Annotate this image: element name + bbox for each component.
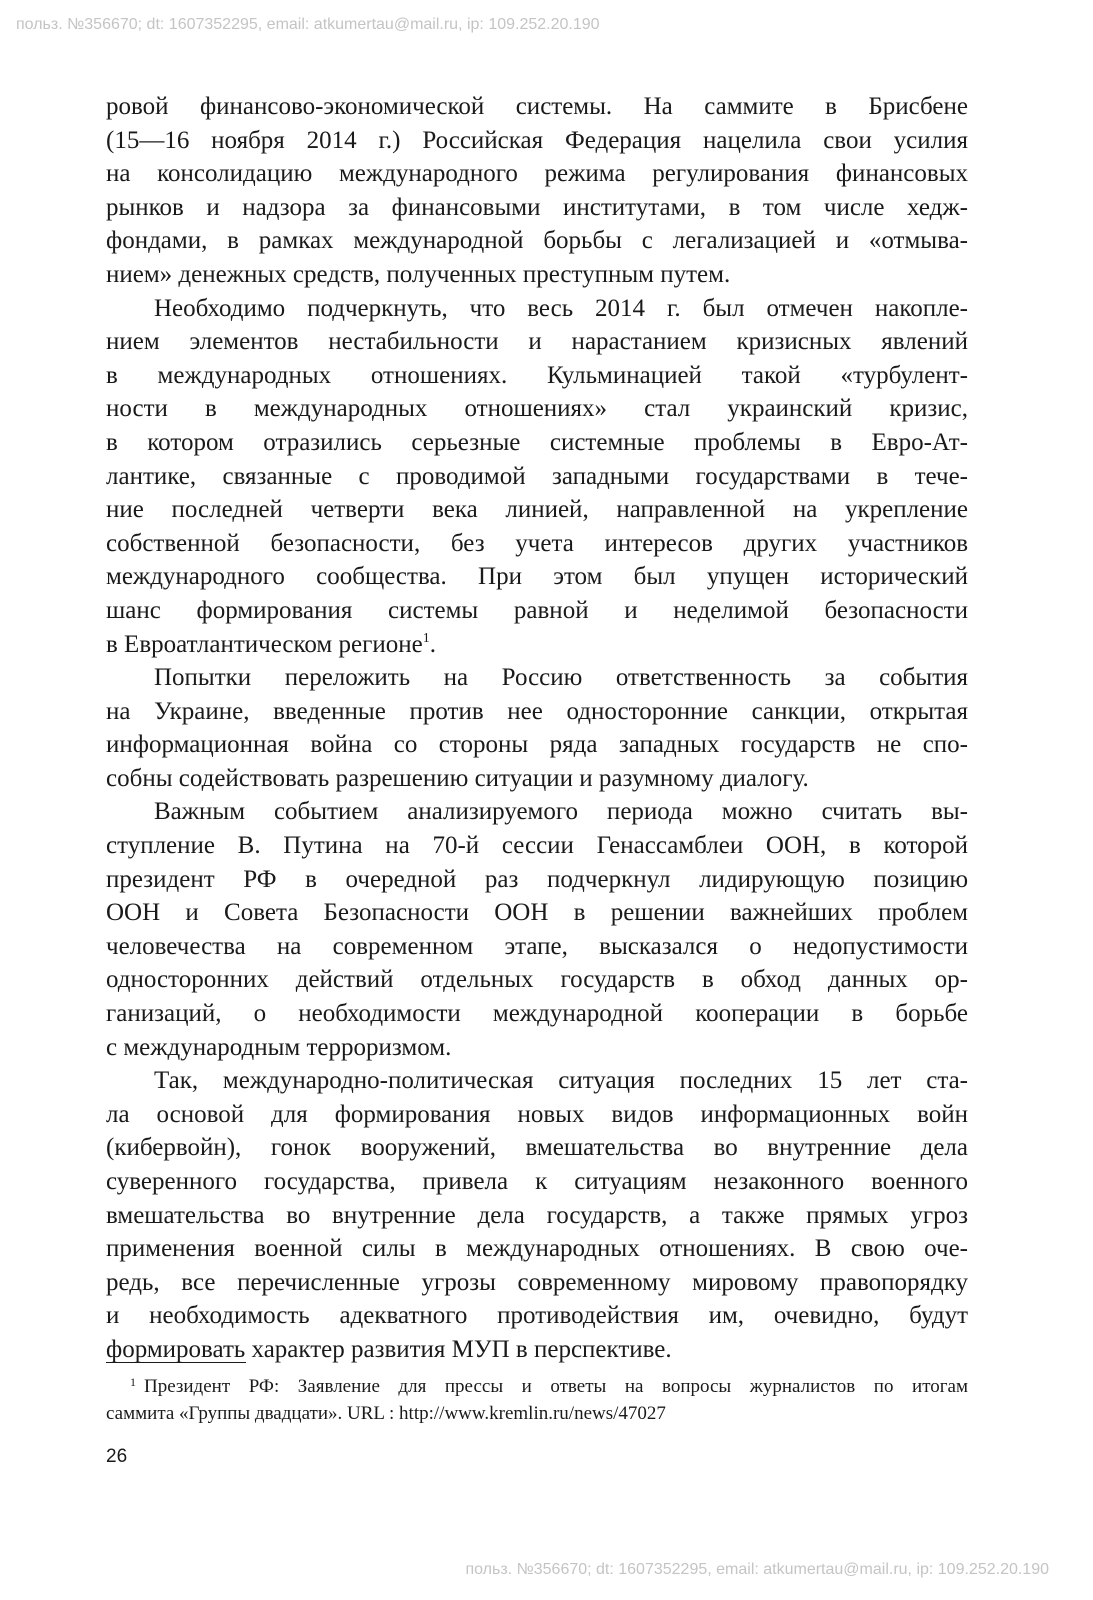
text-line: рынков и надзора за финансовыми институтами, в том числе хедж- <box>106 193 968 221</box>
text-line: ности в международных отношениях» стал украинский кризис, <box>106 395 968 423</box>
text-line: с международным терроризмом. <box>106 1033 452 1061</box>
text-line: ровой финансово-экономической системы. На саммите в Брисбене <box>106 93 968 120</box>
text-line-part: в Евроатлантическом регионе <box>106 630 423 658</box>
watermark-top: польз. №356670; dt: 1607352295, email: atkumertau@mail.ru, ip: 109.252.20.190 <box>16 16 600 33</box>
text-line: собственной безопасности, без учета интересов других участников <box>106 529 968 557</box>
text-line: ООН и Совета Безопасности ООН в решении важнейших проблем <box>106 899 968 927</box>
footnote-text: Президент РФ: Заявление для прессы и ответы на вопросы журналистов по итогам <box>144 1376 968 1397</box>
text-line: формировать характер развития МУП в перспективе. <box>106 1335 672 1363</box>
footnote-reference[interactable]: 1 <box>422 630 430 646</box>
text-line: собны содействовать разрешению ситуации и разумному диалогу. <box>106 764 809 792</box>
text-line: вмешательства во внутренние дела государств, а также прямых угроз <box>106 1201 968 1229</box>
text-line: редь, все перечисленные угрозы современному мировому правопорядку <box>106 1268 968 1296</box>
paragraph <box>106 1064 968 1366</box>
text-line: применения военной силы в международных отношениях. В свою оче- <box>106 1235 968 1263</box>
text-line: Так, международно-политическая ситуация последних 15 лет ста- <box>154 1067 968 1095</box>
text-line: информационная война со стороны ряда западных государств не спо- <box>106 731 968 759</box>
text-line: (кибервойн), гонок вооружений, вмешательства во внутренние дела <box>106 1134 968 1162</box>
paragraph <box>106 795 968 1064</box>
text-line: фондами, в рамках международной борьбы с легализацией и «отмыва- <box>106 227 968 255</box>
watermark-bottom: польз. №356670; dt: 1607352295, email: atkumertau@mail.ru, ip: 109.252.20.190 <box>465 1561 1049 1578</box>
text-line: (15—16 ноября 2014 г.) Российская Федерация нацелила свои усилия <box>106 126 968 154</box>
footnote-line: саммита «Группы двадцати». URL : http://www.kremlin.ru/news/47027 <box>106 1403 666 1424</box>
text-line: на Украине, введенные против нее односторонние санкции, открытая <box>106 697 968 725</box>
text-line <box>106 628 968 662</box>
text-line: ступление В. Путина на 70-й сессии Генассамблеи ООН, в которой <box>106 832 968 860</box>
footnote-divider <box>106 1362 246 1363</box>
text-line: Попытки переложить на Россию ответственность за события <box>154 664 968 692</box>
text-line: международного сообщества. При этом был упущен исторический <box>106 563 968 591</box>
text-line: односторонних действий отдельных государств в обход данных ор- <box>106 966 968 994</box>
text-line: Важным событием анализируемого периода можно считать вы- <box>154 798 968 826</box>
footnote-marker: 1 <box>130 1375 136 1389</box>
paragraph <box>106 292 968 662</box>
text-line: нием элементов нестабильности и нарастанием кризисных явлений <box>106 328 968 356</box>
text-line: и необходимость адекватного противодействия им, очевидно, будут <box>106 1302 968 1330</box>
paragraph <box>106 90 968 292</box>
text-line: нием» денежных средств, полученных преступным путем. <box>106 260 731 288</box>
text-line: человечества на современном этапе, высказался о недопустимости <box>106 932 968 960</box>
text-line: президент РФ в очередной раз подчеркнул лидирующую позицию <box>106 865 968 893</box>
page-body <box>106 90 968 1367</box>
text-line: ние последней четверти века линией, направленной на укрепление <box>106 496 968 524</box>
text-line: шанс формирования системы равной и неделимой безопасности <box>106 596 968 624</box>
text-line: на консолидацию международного режима регулирования финансовых <box>106 160 968 188</box>
page-number: 26 <box>106 1446 128 1467</box>
footnote <box>106 1373 968 1427</box>
text-line-part: . <box>429 630 436 658</box>
text-line: лантике, связанные с проводимой западными государствами в тече- <box>106 462 968 490</box>
paragraph <box>106 661 968 795</box>
text-line: в котором отразились серьезные системные проблемы в Евро-Ат- <box>106 428 968 456</box>
text-line: суверенного государства, привела к ситуациям незаконного военного <box>106 1168 968 1195</box>
text-line: Необходимо подчеркнуть, что весь 2014 г. был отмечен накопле- <box>154 294 968 322</box>
text-line: в международных отношениях. Кульминацией такой «турбулент- <box>106 361 968 389</box>
footnote-line <box>106 1373 968 1400</box>
text-line: ганизаций, о необходимости международной кооперации в борьбе <box>106 1000 968 1028</box>
text-line: ла основой для формирования новых видов информационных войн <box>106 1100 968 1128</box>
